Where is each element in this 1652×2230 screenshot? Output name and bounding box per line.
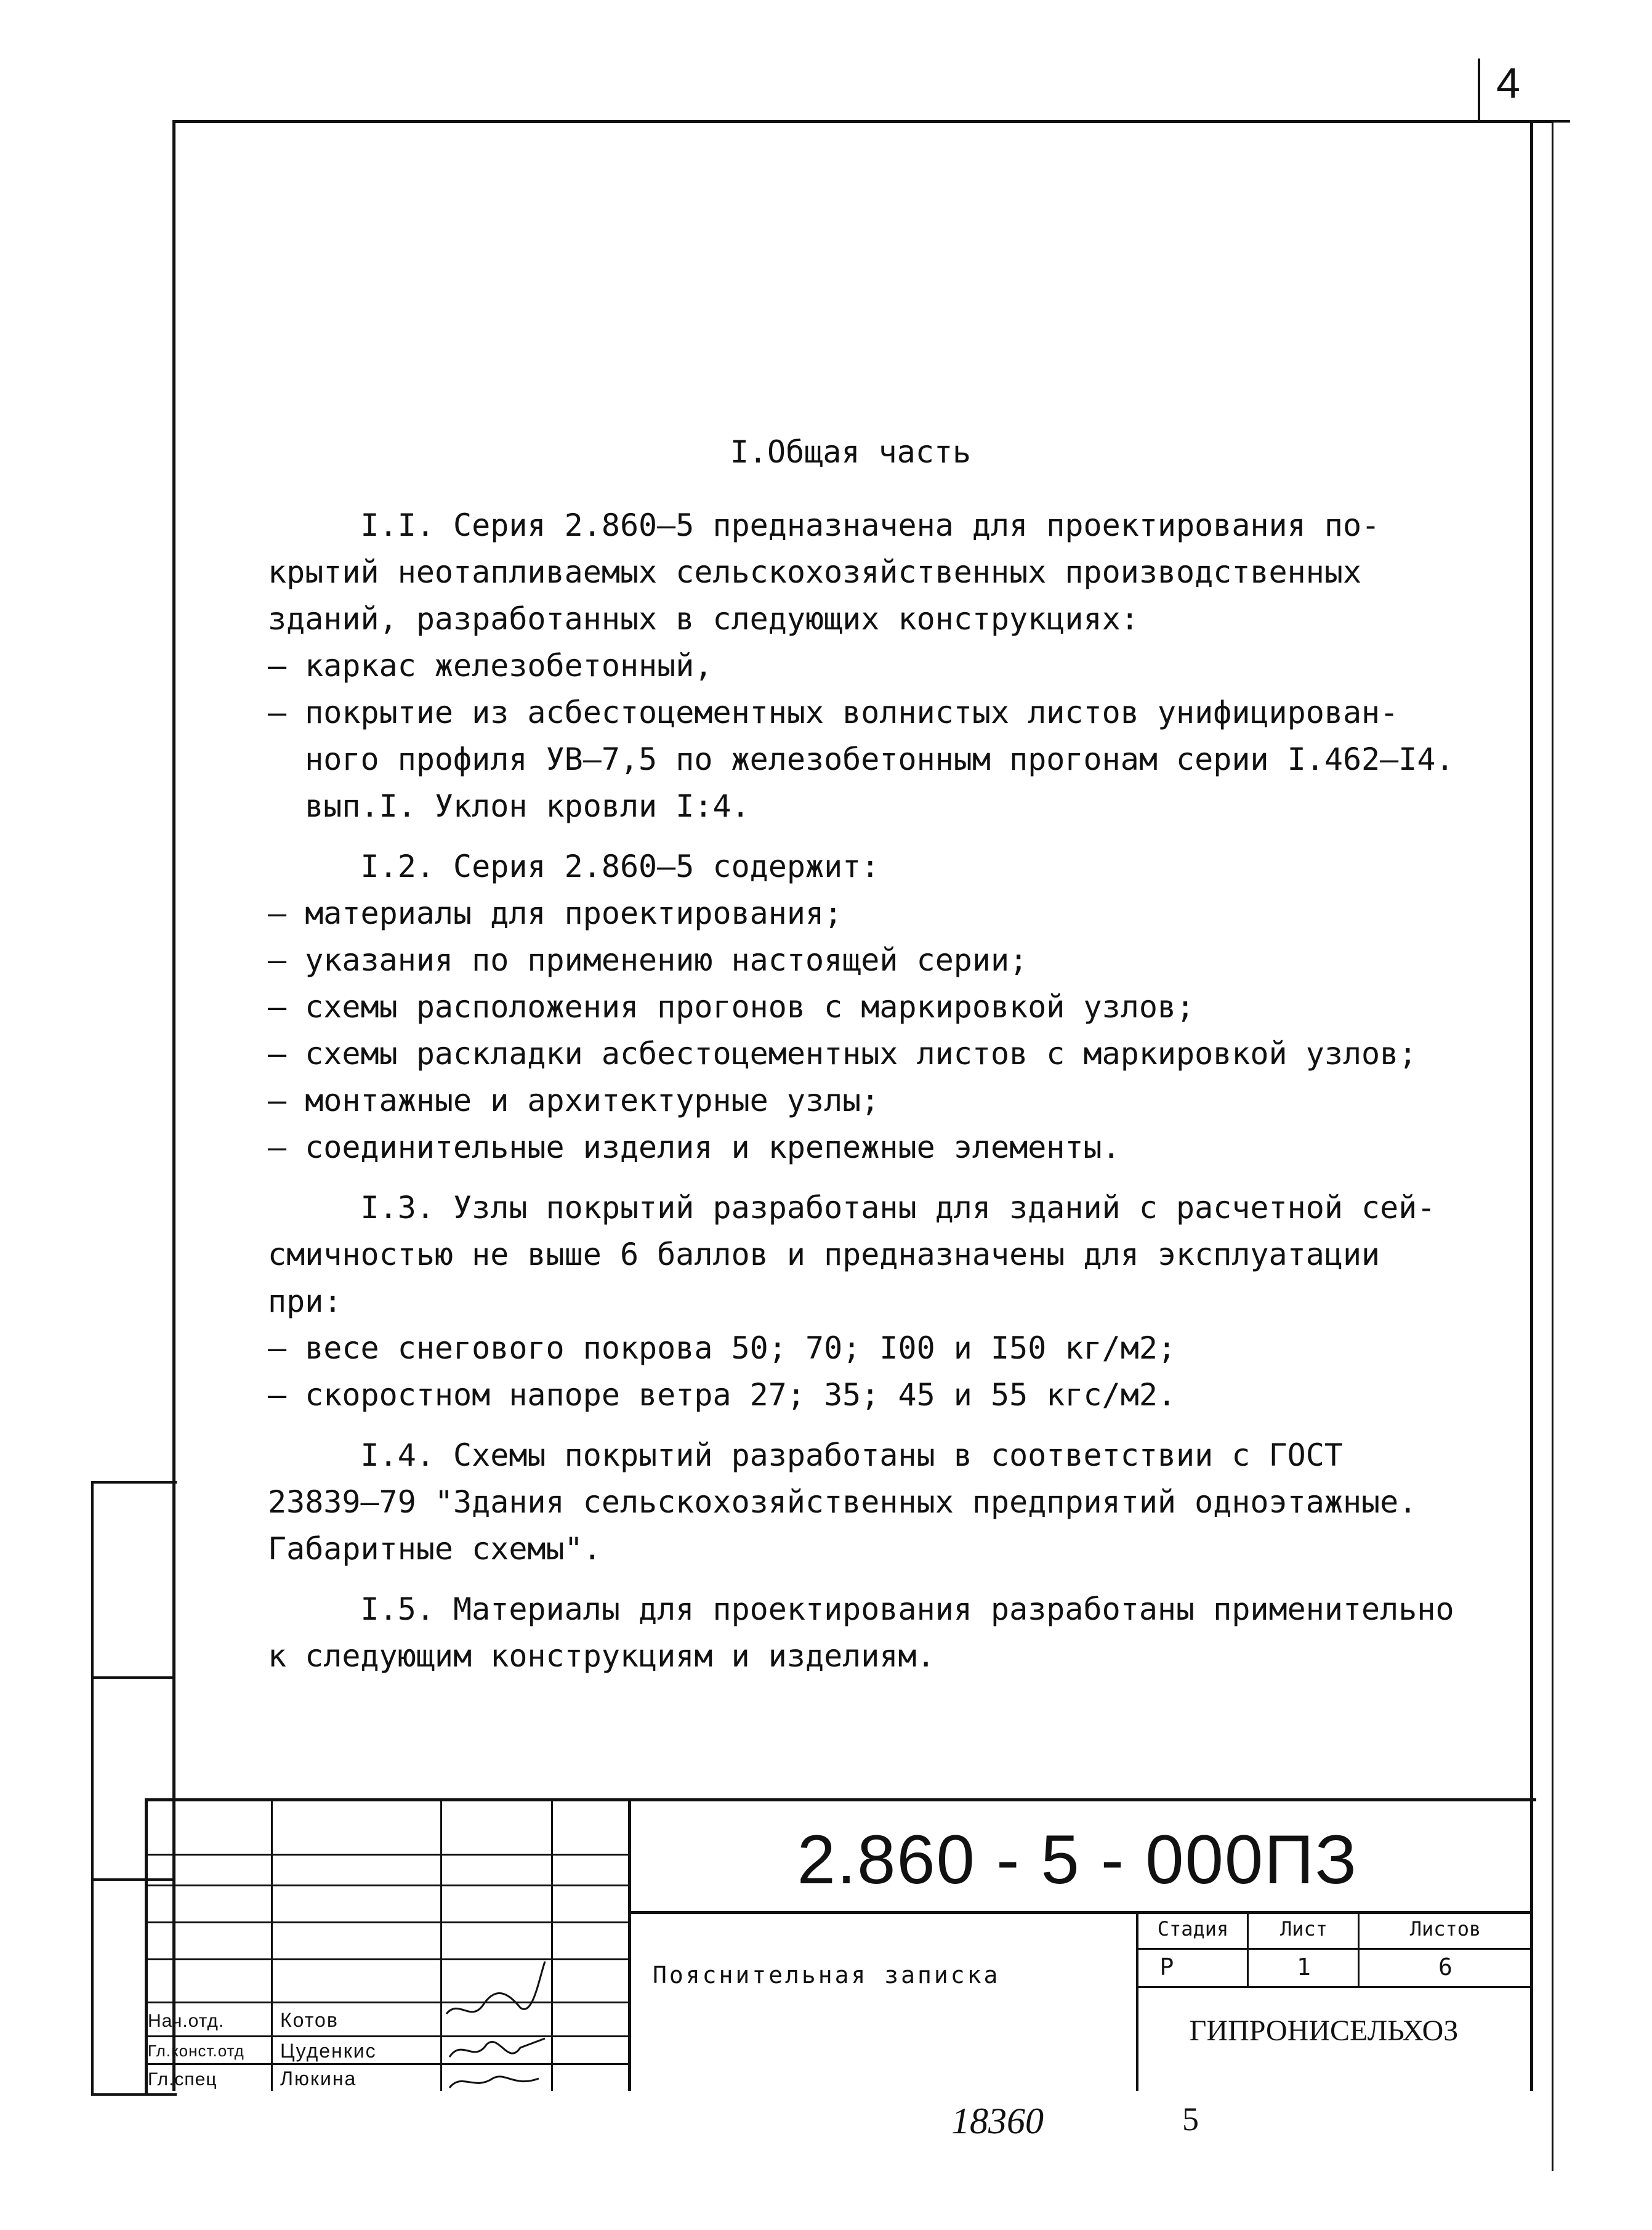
sheet-label: Лист (1279, 1917, 1328, 1941)
grid-line (145, 1885, 631, 1886)
text-line: – соединительные изделия и крепежные элементы. (268, 1129, 1121, 1165)
grid-line (145, 2002, 631, 2003)
grid-line (1136, 1986, 1533, 1988)
text-line: I.I. Серия 2.860–5 предназначена для проектирования по- (268, 507, 1380, 543)
margin-divider (91, 1676, 174, 1679)
text-line: Габаритные схемы". (268, 1531, 602, 1567)
text-line: – весе снегового покрова 50; 70; I00 и I50 кг/м2; (268, 1330, 1177, 1366)
roster-name: Люкина (280, 2067, 357, 2090)
grid-line (145, 2035, 631, 2037)
text-line: – схемы раскладки асбестоцементных листов с маркировкой узлов; (268, 1036, 1417, 1072)
grid-line (145, 1921, 631, 1923)
signature-lyukina (449, 2077, 539, 2088)
corner-divider (1478, 59, 1480, 120)
frame-top-border (172, 120, 1552, 123)
document-code: 2.860 - 5 - 000ПЗ (797, 1821, 1358, 1898)
inventory-number: 18360 (951, 2101, 1044, 2141)
roster-name: Цуденкис (280, 2040, 377, 2062)
page-number: 4 (1496, 59, 1520, 107)
text-line: 23839–79 "Здания сельскохозяйственных предприятий одноэтажные. (268, 1484, 1417, 1520)
document-title: Пояснительная записка (653, 1961, 1001, 1989)
section-title: I.Общая часть (730, 434, 972, 470)
grid-line (271, 1798, 273, 2091)
roster-role: Гл.конст.отд (148, 2042, 244, 2060)
roster-role: Нач.отд. (148, 2011, 225, 2031)
text-line: к следующим конструкциям и изделиям. (268, 1638, 935, 1674)
text-line: – скоростном напоре ветра 27; 35; 45 и 55 кгс/м2. (268, 1377, 1177, 1413)
text-line: при: (268, 1283, 342, 1319)
grid-line (551, 1798, 553, 2091)
sheet-value: 1 (1297, 1953, 1311, 1981)
text-line: вып.I. Уклон кровли I:4. (268, 788, 750, 824)
text-line: I.2. Серия 2.860–5 содержит: (268, 849, 880, 884)
text-line: I.5. Материалы для проектирования разработаны применительно (268, 1591, 1454, 1627)
frame-top-right-border (1465, 120, 1570, 123)
text-line: зданий, разработанных в следующих конструкциях: (268, 601, 1139, 637)
text-line: I.4. Схемы покрытий разработаны в соответствии с ГОСТ (268, 1437, 1343, 1473)
roster-role: Гл.спец (148, 2069, 217, 2090)
text-line: – схемы расположения прогонов с маркировкой узлов; (268, 989, 1195, 1025)
body-text (268, 502, 1499, 1679)
signature-tsudenkis (449, 2038, 545, 2057)
text-line: – покрытие из асбестоцементных волнистых листов унифицирован- (268, 695, 1399, 730)
grid-line (1136, 1911, 1138, 2091)
stage-value: Р (1159, 1953, 1174, 1981)
grid-line (145, 2063, 631, 2065)
text-line: крытий неотапливаемых сельскохозяйственных производственных (268, 554, 1362, 590)
text-line: – каркас железобетонный, (268, 648, 713, 684)
grid-line (628, 1911, 1533, 1914)
text-line: ного профиля УВ–7,5 по железобетонным прогонам серии I.462–I4. (268, 741, 1454, 777)
sheets-label: Листов (1409, 1917, 1481, 1941)
grid-line (1136, 1948, 1533, 1950)
frame-right-border (1530, 120, 1533, 2091)
text-line: – материалы для проектирования; (268, 895, 843, 931)
text-line: – монтажные и архитектурные узлы; (268, 1083, 880, 1118)
stage-label: Стадия (1157, 1917, 1229, 1941)
text-line: – указания по применению настоящей серии; (268, 942, 1028, 978)
signature-kotov (446, 1961, 545, 2014)
organization-name: ГИПРОНИСЕЛЬХОЗ (1189, 2014, 1459, 2047)
text-line: I.3. Узлы покрытий разработаны для зданий с расчетной сей- (268, 1190, 1436, 1226)
bottom-page-number: 5 (1182, 2101, 1199, 2138)
sheets-value: 6 (1438, 1953, 1453, 1981)
roster-name: Котов (280, 2009, 339, 2031)
grid-line (145, 1958, 631, 1960)
frame-outer-right-border (1552, 120, 1553, 2171)
grid-line (145, 1854, 631, 1856)
text-line: смичностью не выше 6 баллов и предназначены для эксплуатации (268, 1237, 1380, 1272)
signatures (440, 1925, 551, 2091)
